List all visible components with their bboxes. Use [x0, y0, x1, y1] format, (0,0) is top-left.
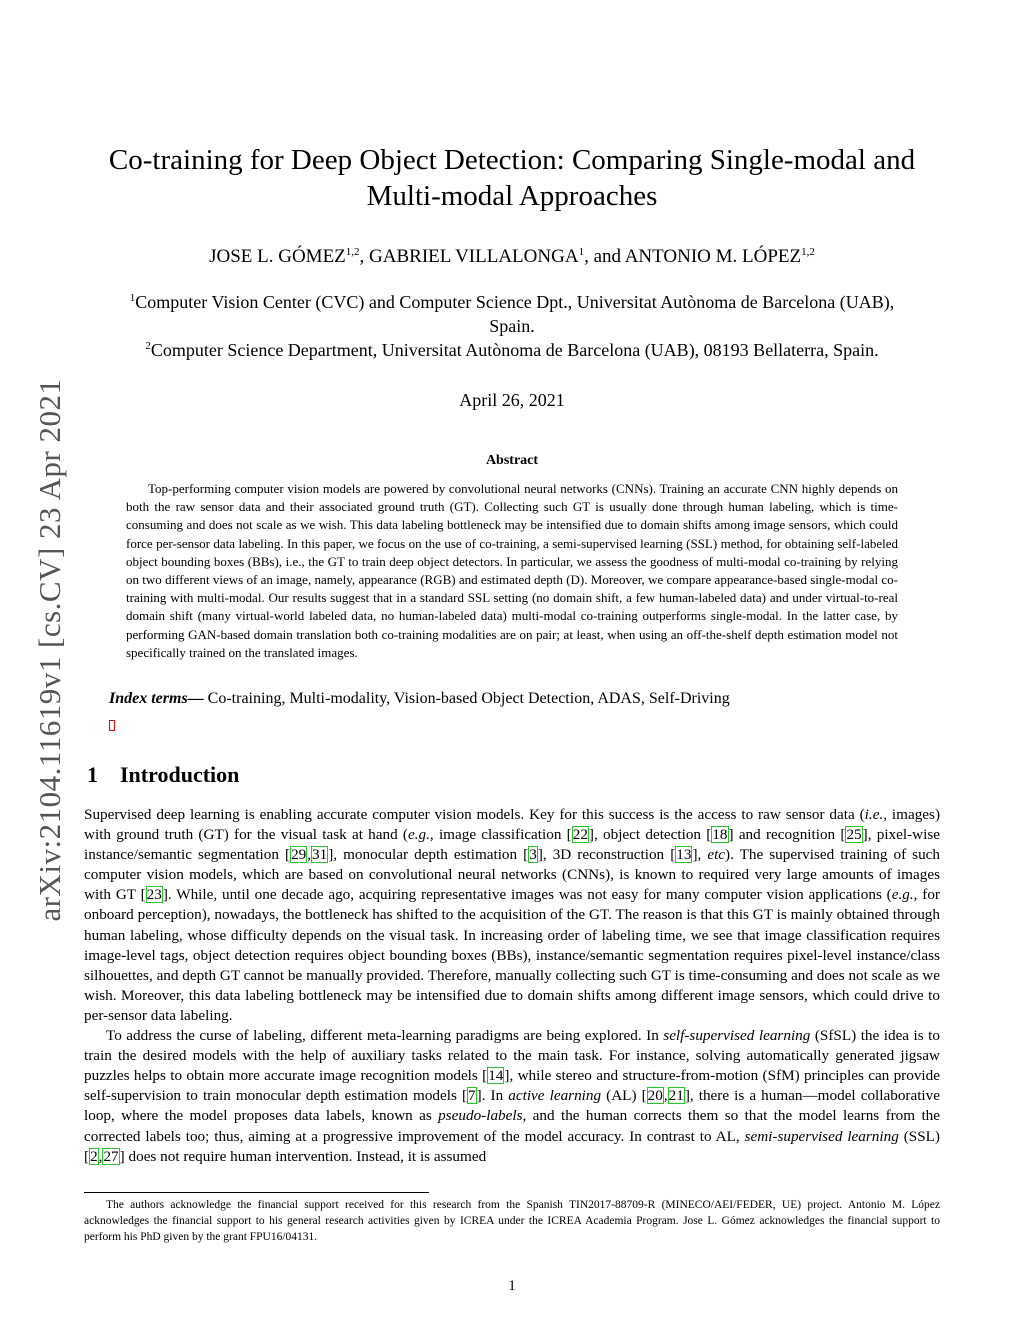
section-number: 1 [87, 762, 98, 787]
citation-link[interactable]: 27 [103, 1147, 119, 1165]
author-villalonga-affil: 1 [578, 246, 585, 258]
introduction-body [84, 805, 940, 1167]
citation-link[interactable]: 31 [312, 846, 328, 864]
citation-link[interactable]: 7 [468, 1087, 476, 1105]
index-terms-label: Index terms— [109, 690, 204, 707]
footnote: The authors acknowledge the financial support received for this research from the Spanish TIN2017-88709-R (MINECO/AEI/FEDER, UE) project. Antonio M. López acknowledges the financial support to his general research activities given by ICREA under the ICREA Academia Program. Jose L. Gómez acknowledges the financial support to perform his PhD given by the grant FPU16/04131. [84, 1199, 940, 1243]
author-lopez-affil: 1,2 [801, 246, 815, 258]
affiliation-1-marker: 1 [129, 292, 136, 304]
citation-link[interactable]: 13 [676, 846, 692, 864]
author-villalonga: GABRIEL VILLALONGA [369, 246, 579, 267]
section-title: Introduction [120, 762, 240, 787]
title-line-1: Co-training for Deep Object Detection: Comparing Single-modal and [108, 144, 916, 176]
author-lopez: ANTONIO M. LÓPEZ [624, 246, 802, 267]
affiliation-1-text: Computer Vision Center (CVC) and Computer Science Dpt., Universitat Autònoma de Barcelona (UAB), [135, 292, 895, 312]
title-line-2: Multi-modal Approaches [366, 180, 658, 212]
author-separator: , [359, 246, 370, 267]
affiliation-2 [80, 338, 944, 362]
index-terms-text: Co-training, Multi-modality, Vision-based Object Detection, ADAS, Self-Driving [203, 690, 730, 707]
paragraph-1: Supervised deep learning is enabling accurate computer vision models. Key for this success is the access to raw sensor data (i.e., images) with ground truth (GT) for the visual task at hand (e.g., image classification [22], object detection [18] and recognition [25], pixel-wise instance/semantic segmentation [29,31], monocular depth estimation [3], 3D reconstruction [13], etc). The supervised training of such computer vision models, which are based on convolutional neural networks (CNNs), is known to required very large amounts of images with GT [23]. While, until one decade ago, acquiring representative images was not easy for many computer vision applications (e.g., for onboard perception), nowadays, the bottleneck has shifted to the acquisition of the GT. The reason is that this GT is mainly obtained through human labeling, whose difficulty depends on the visual task. In increasing order of labeling time, we see that image classification requires image-level tags, object detection requires object bounding boxes (BBs), instance/semantic segmentation requires pixel-level instance/class silhouettes, and depth GT cannot be manually provided. Therefore, manually collecting such GT is time-consuming and does not scale as we wish. Moreover, this data labeling bottleneck may be intensified due to domain shifts among different image sensors, which could drive to per-sensor data labeling. [84, 806, 941, 1024]
paper-title [80, 142, 944, 214]
affiliation-2-text: Computer Science Department, Universitat Autònoma de Barcelona (UAB), 08193 Bellaterra, Spain. [150, 340, 879, 360]
citation-link[interactable]: 29 [291, 846, 307, 864]
citation-link[interactable]: 23 [146, 886, 162, 904]
abstract-text: Top-performing computer vision models are powered by convolutional neural networks (CNNs). Training an accurate CNN highly depends on both the raw sensor data and their associated ground truth (GT). Collecting such GT is usually done through human labeling, which is time-consuming and does not scale as we wish. This data labeling bottleneck may be intensified due to domain shifts among image sensors, which could force per-sensor data labeling. In this paper, we focus on the use of co-training, a semi-supervised learning (SSL) method, for obtaining self-labeled object bounding boxes (BBs), i.e., the GT to train deep object detectors. In particular, we assess the goodness of multi-modal co-training by relying on two different views of an image, namely, appearance (RGB) and estimated depth (D). Moreover, we compare appearance-based single-modal co-training with multi-modal. Our results suggest that in a standard SSL setting (no domain shift, a few human-labeled data) and under virtual-to-real domain shift (many virtual-world labeled data, no human-labeled data) multi-modal co-training outperforms single-modal. In the latter case, by performing GAN-based domain translation both co-training modalities are on pair; at least, when using an off-the-shelf depth estimation model not specifically trained on the translated images. [126, 481, 898, 660]
author-gomez-affil: 1,2 [345, 246, 360, 258]
citation-link[interactable]: 22 [572, 826, 588, 844]
section-heading-introduction [87, 762, 239, 788]
affiliation-1-cont: Spain. [489, 316, 535, 336]
arxiv-identifier: arXiv:2104.11619v1 [cs.CV] 23 Apr 2021 [32, 378, 67, 922]
affiliation-2-marker: 2 [145, 340, 151, 352]
paragraph-2: To address the curse of labeling, different meta-learning paradigms are being explored. In self-supervised learning (SfSL) the idea is to train the desired models with the help of auxiliary tasks related to the main task. For instance, solving automatically generated jigsaw puzzles helps to obtain more accurate image recognition models [14], while stereo and structure-from-motion (SfM) principles can provide self-supervision to train monocular depth estimation models [7]. In active learning (AL) [20,21], there is a human—model collaborative loop, where the model proposes data labels, known as pseudo-labels, and the human corrects them so that the model learns from the corrected labels too; thus, aiming at a progressive improvement of the model accuracy. In contrast to AL, semi-supervised learning (SSL) [2,27] does not require human intervention. Instead, it is assumed [84, 1027, 941, 1165]
citation-link[interactable]: 2 [90, 1147, 98, 1165]
footnote-rule [84, 1192, 429, 1193]
citation-link[interactable]: 20 [647, 1087, 663, 1105]
abstract-heading: Abstract [485, 453, 539, 468]
index-terms [109, 690, 730, 708]
author-gomez: JOSE L. GÓMEZ [209, 246, 346, 267]
citation-link[interactable]: 3 [529, 846, 537, 864]
affiliation-1 [80, 290, 944, 314]
author-list [80, 246, 944, 268]
page-number: 1 [508, 1278, 516, 1294]
citation-link[interactable]: 21 [668, 1087, 684, 1105]
author-separator: , and [584, 246, 625, 267]
paper-date: April 26, 2021 [459, 390, 565, 410]
affiliations [80, 290, 944, 362]
link-box-marker[interactable] [109, 720, 115, 731]
citation-link[interactable]: 25 [846, 826, 862, 844]
citation-link[interactable]: 14 [488, 1067, 504, 1085]
citation-link[interactable]: 18 [712, 826, 728, 844]
